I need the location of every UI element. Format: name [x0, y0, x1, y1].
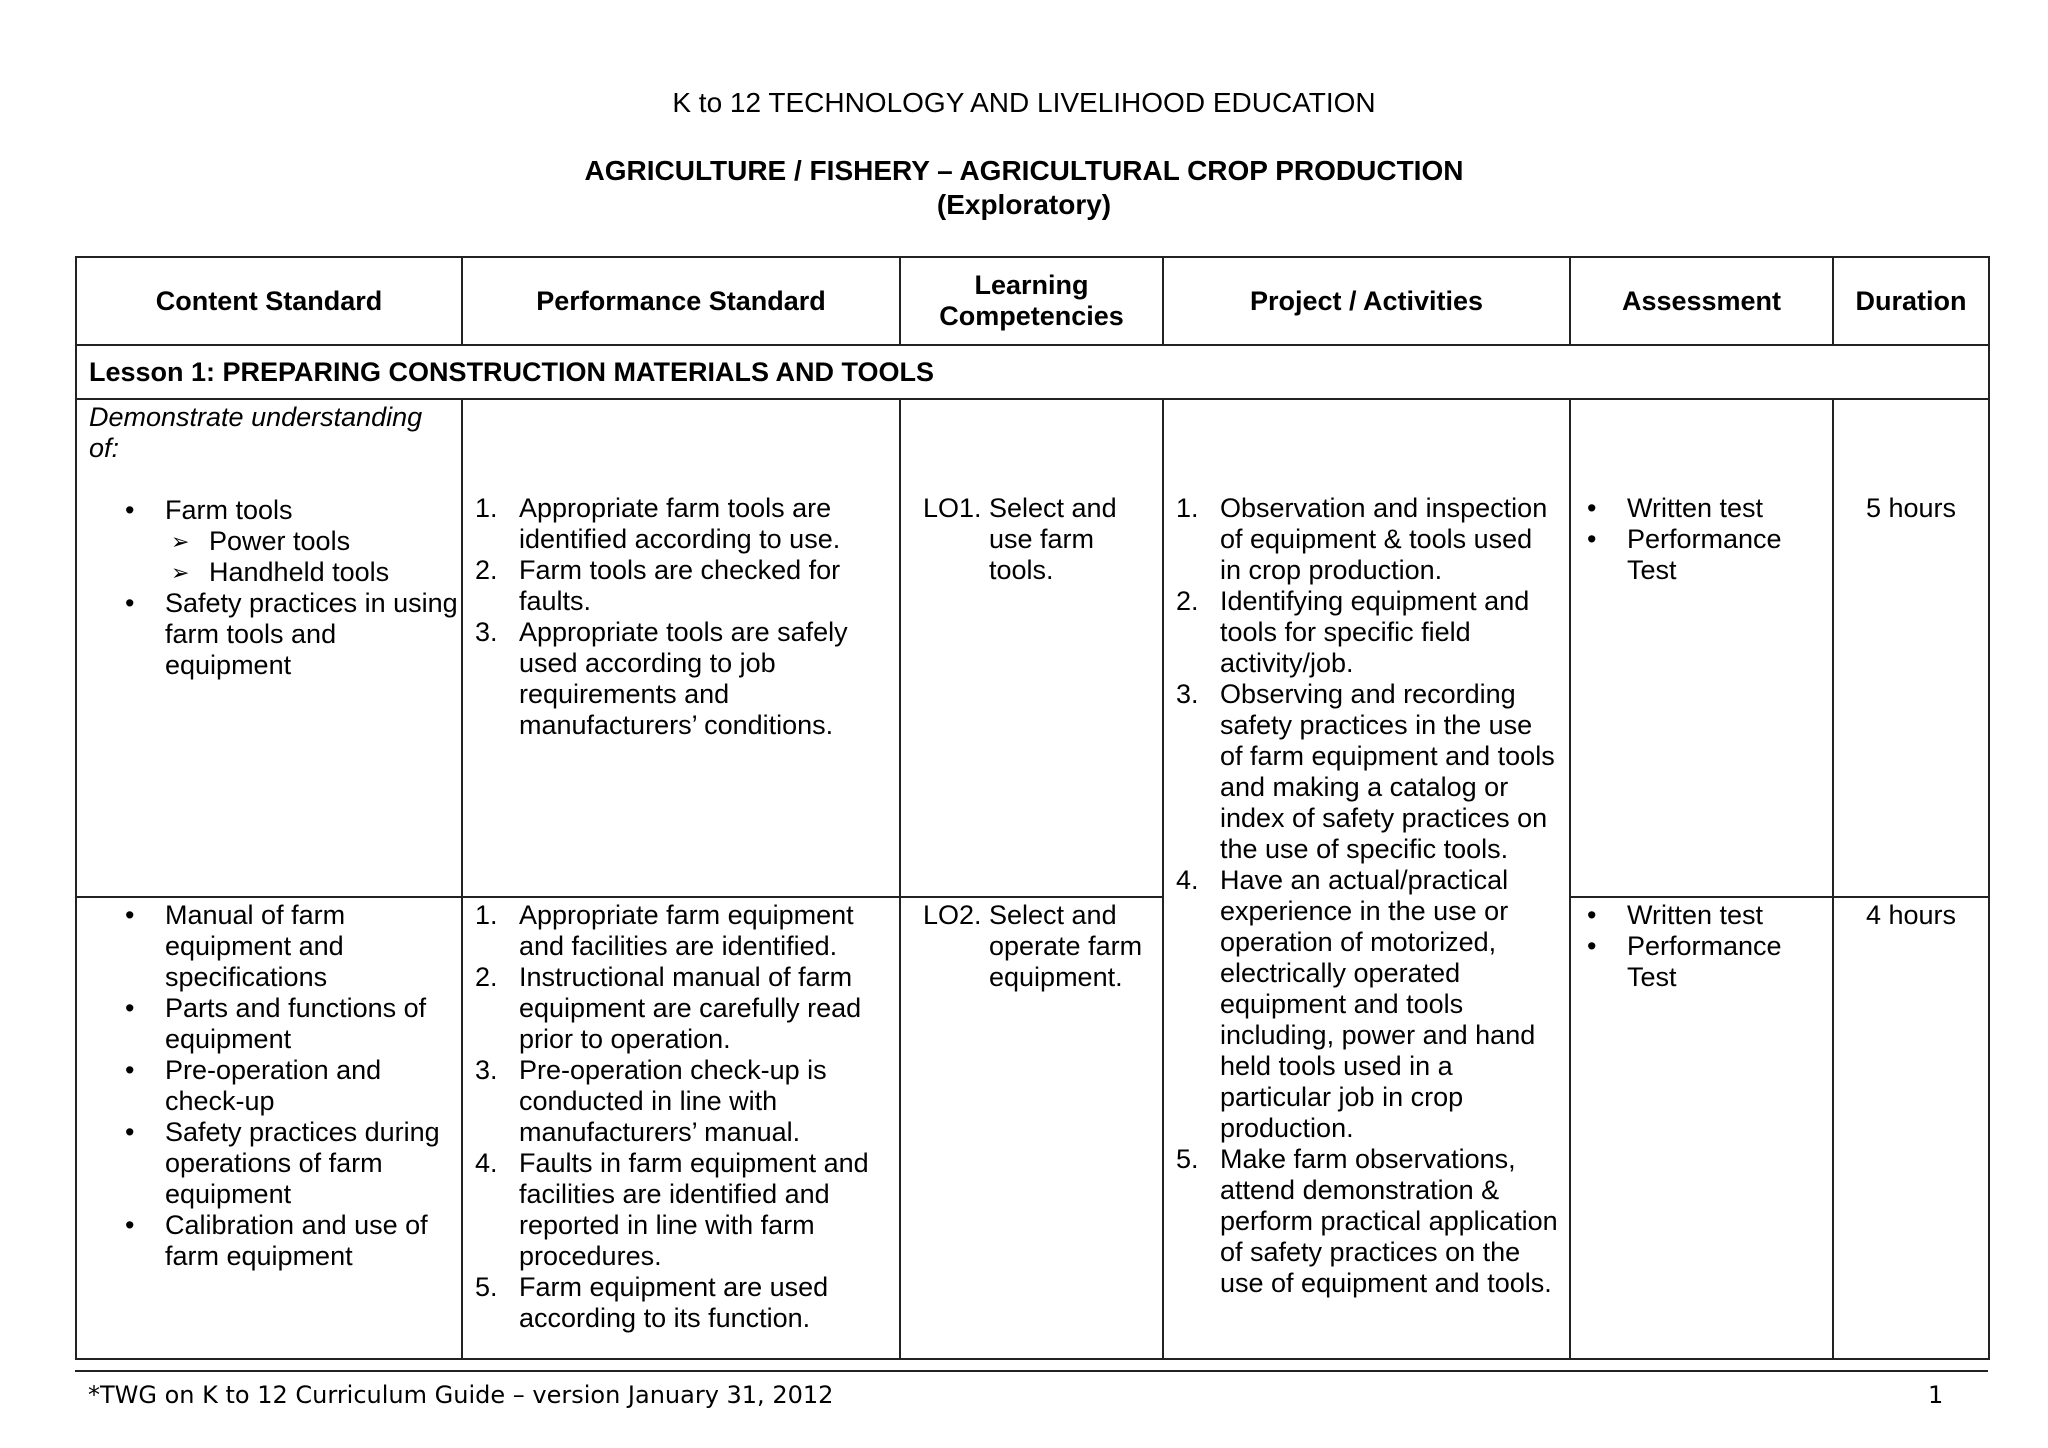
- item-number: 2.: [475, 555, 498, 585]
- list-item: [475, 1148, 889, 1272]
- header-assessment: Assessment: [1570, 257, 1833, 345]
- item-text: Identifying equipment and tools for specific field activity/job.: [1220, 586, 1530, 678]
- item-number: 5.: [475, 1272, 498, 1302]
- learning-competency: [901, 493, 1162, 586]
- header-learning-competencies-label: Learning Competencies: [939, 270, 1124, 331]
- assessment-cell: [1570, 399, 1833, 897]
- lesson-row: [76, 345, 1989, 399]
- list-item: [475, 1055, 889, 1148]
- list-item: • Pre-operation and check-up: [165, 1055, 461, 1117]
- header-duration: Duration: [1833, 257, 1989, 345]
- item-number: 3.: [1176, 679, 1199, 709]
- duration-cell: [1833, 399, 1989, 897]
- footer-divider: [75, 1370, 1988, 1372]
- header-project-activities: Project / Activities: [1163, 257, 1570, 345]
- table-row: [76, 897, 1989, 1359]
- item-number: 2.: [475, 962, 498, 992]
- learning-competency-cell: [900, 897, 1163, 1359]
- item-number: 1.: [475, 900, 498, 930]
- item-number: 4.: [475, 1148, 498, 1178]
- item-number: 2.: [1176, 586, 1199, 616]
- header-learning-competencies: [900, 257, 1163, 345]
- list-item: [1176, 493, 1559, 586]
- duration-value: 5 hours: [1865, 493, 1957, 523]
- list-item: • Safety practices during operations of farm equipment: [165, 1117, 461, 1210]
- content-intro: Demonstrate understanding of:: [89, 402, 423, 463]
- table-row: [76, 399, 1989, 897]
- subtitle-line-1: AGRICULTURE / FISHERY – AGRICULTURAL CROP PRODUCTION: [584, 155, 1464, 186]
- list-item: [475, 962, 889, 1055]
- document-subtitle: [0, 154, 2048, 222]
- list-item-text: Farm tools: [165, 495, 293, 525]
- subtitle-line-2: (Exploratory): [936, 189, 1112, 220]
- item-text: Appropriate farm tools are identified according to use.: [519, 493, 841, 554]
- item-text: Appropriate farm equipment and facilities are identified.: [519, 900, 854, 961]
- item-text: Farm equipment are used according to its function.: [519, 1272, 829, 1333]
- duration-value: 4 hours: [1865, 900, 1957, 930]
- list-item: [475, 1272, 889, 1334]
- list-item: [165, 495, 461, 588]
- list-item: [1176, 679, 1559, 865]
- item-number: 4.: [1176, 865, 1199, 895]
- item-text: Observing and recording safety practices in the use of farm equipment and tools and making a catalog or index of safety practices on the use of specific tools.: [1220, 679, 1555, 864]
- list-item: [475, 900, 889, 962]
- item-text: Make farm observations, attend demonstration & perform practical application of safety practices on the use of equipment and tools.: [1220, 1144, 1558, 1298]
- list-item: [1176, 865, 1559, 1144]
- list-item: • Manual of farm equipment and specifications: [165, 900, 461, 993]
- learning-competency-cell: [900, 399, 1163, 897]
- content-standard-cell: [76, 399, 462, 897]
- item-text: Have an actual/practical experience in the use or operation of motorized, electrically operated equipment and tools including, power and hand held tools used in a particular job in crop production.: [1220, 865, 1536, 1143]
- item-number: 5.: [1176, 1144, 1199, 1174]
- competency-text: Select and operate farm equipment.: [989, 900, 1143, 992]
- list-item: ➢ Power tools: [209, 526, 461, 557]
- item-number: 3.: [475, 1055, 498, 1085]
- assessment-cell: [1570, 897, 1833, 1359]
- list-item: [1176, 586, 1559, 679]
- project-activities-cell: [1163, 399, 1570, 1359]
- lesson-title: Lesson 1: PREPARING CONSTRUCTION MATERIALS AND TOOLS: [76, 345, 1989, 399]
- page-number: 1: [1928, 1381, 1944, 1409]
- list-item: [1176, 1144, 1559, 1299]
- learning-competency: [901, 900, 1162, 993]
- content-standard-cell: [76, 897, 462, 1359]
- list-item: ➢ Handheld tools: [209, 557, 461, 588]
- competency-code: LO2.: [923, 900, 982, 930]
- header-content-standard: Content Standard: [76, 257, 462, 345]
- list-item: • Safety practices in using farm tools and equipment: [165, 588, 461, 681]
- list-item: [475, 555, 889, 617]
- item-number: 3.: [475, 617, 498, 647]
- item-text: Appropriate tools are safely used according to job requirements and manufacturers’ conditions.: [519, 617, 848, 740]
- list-item: • Written test: [1627, 493, 1822, 524]
- curriculum-table: [75, 256, 1990, 1360]
- item-text: Instructional manual of farm equipment are carefully read prior to operation.: [519, 962, 862, 1054]
- list-item: • Performance Test: [1627, 524, 1822, 586]
- item-text: Faults in farm equipment and facilities are identified and reported in line with farm procedures.: [519, 1148, 869, 1271]
- item-text: Pre-operation check-up is conducted in line with manufacturers’ manual.: [519, 1055, 827, 1147]
- list-item: [475, 493, 889, 555]
- competency-code: LO1.: [923, 493, 982, 523]
- list-item: • Parts and functions of equipment: [165, 993, 461, 1055]
- list-item: • Calibration and use of farm equipment: [165, 1210, 461, 1272]
- item-number: 1.: [1176, 493, 1199, 523]
- header-performance-standard: Performance Standard: [462, 257, 900, 345]
- list-item: • Written test: [1627, 900, 1822, 931]
- duration-cell: [1833, 897, 1989, 1359]
- performance-standard-cell: [462, 399, 900, 897]
- item-number: 1.: [475, 493, 498, 523]
- item-text: Farm tools are checked for faults.: [519, 555, 841, 616]
- performance-standard-cell: [462, 897, 900, 1359]
- header-row: [76, 257, 1989, 345]
- list-item: • Performance Test: [1627, 931, 1822, 993]
- document-title: K to 12 TECHNOLOGY AND LIVELIHOOD EDUCATION: [672, 87, 1376, 118]
- competency-text: Select and use farm tools.: [989, 493, 1117, 585]
- item-text: Observation and inspection of equipment & tools used in crop production.: [1220, 493, 1548, 585]
- list-item: [475, 617, 889, 741]
- footer-text: *TWG on K to 12 Curriculum Guide – version January 31, 2012: [88, 1381, 834, 1409]
